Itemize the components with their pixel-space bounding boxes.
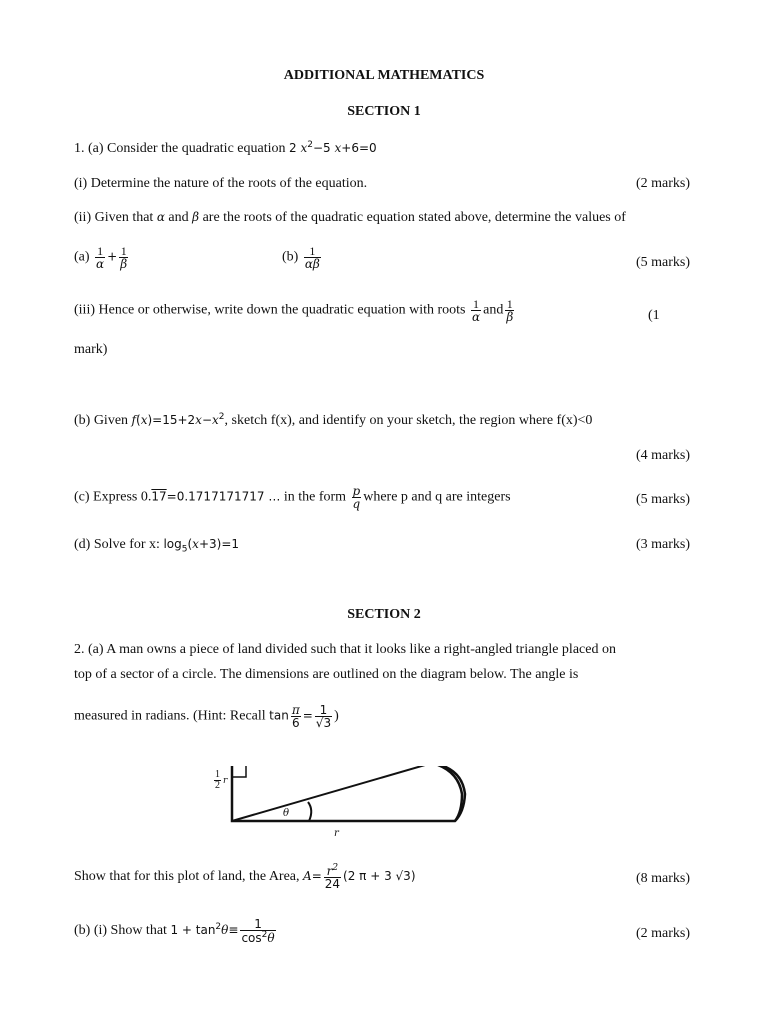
q2-line1: 2. (a) A man owns a piece of land divided such that it looks like a right-angled triangle placed on bbox=[74, 642, 616, 657]
frac-den: 6 bbox=[291, 716, 300, 730]
cos-sup: 2 bbox=[261, 930, 268, 940]
eq-var2: x bbox=[334, 141, 342, 155]
q1-i-marks: (2 marks) bbox=[635, 176, 690, 191]
frac-den: β bbox=[120, 257, 128, 271]
eq-end: +6=0 bbox=[341, 141, 377, 155]
land-diagram bbox=[208, 766, 478, 846]
lhs-sup: 2 bbox=[215, 922, 222, 933]
recurring-digits: 17 bbox=[151, 489, 167, 504]
frac-den: q bbox=[352, 497, 361, 511]
area-text: Show that for this plot of land, the Area, bbox=[74, 869, 300, 885]
frac-1-beta-iii bbox=[505, 298, 514, 323]
right-angle-mark bbox=[232, 766, 246, 777]
frac-half bbox=[214, 770, 221, 791]
frac-1-alpha-iii bbox=[471, 298, 481, 323]
frac-den: 24 bbox=[324, 877, 341, 891]
function-expression: $f(x)=15+2x-x^2$ bbox=[131, 412, 225, 427]
area-line bbox=[74, 864, 416, 890]
f-symbol: f bbox=[131, 413, 136, 427]
q1b-marks: (4 marks) bbox=[635, 448, 690, 463]
frac-den: 2 bbox=[215, 780, 220, 791]
recurring-value: =0.1717171717 … bbox=[166, 489, 281, 504]
minus-sign: − bbox=[201, 413, 213, 427]
r-side-symbol: r bbox=[223, 775, 228, 786]
frac-den: αβ bbox=[304, 257, 320, 271]
frac-pi-6 bbox=[291, 704, 301, 729]
q1a-intro: 1. (a) Consider the quadratic equation bbox=[74, 141, 286, 156]
q2-line2: top of a sector of a circle. The dimensions are outlined on the diagram below. The angle is bbox=[74, 667, 579, 682]
quadratic-equation bbox=[289, 141, 377, 155]
plus-sign: + bbox=[107, 249, 118, 264]
q1-ii-b bbox=[282, 245, 323, 270]
hint-text: measured in radians. (Hint: Recall bbox=[74, 708, 266, 724]
hypotenuse bbox=[232, 766, 432, 821]
frac-num: 1 bbox=[309, 244, 316, 258]
q1-iii-marks-b: mark) bbox=[74, 342, 108, 357]
q1-ii-marks: (5 marks) bbox=[635, 255, 690, 270]
frac-num: 1 bbox=[473, 297, 480, 311]
area-r: r bbox=[326, 864, 333, 878]
frac-den: β bbox=[506, 310, 514, 324]
frac-1-beta bbox=[119, 245, 128, 270]
log-eq: =1 bbox=[221, 537, 240, 551]
frac-1-sqrt3 bbox=[315, 704, 332, 729]
land-diagram-svg bbox=[208, 766, 478, 846]
frac-num: 1 bbox=[215, 769, 220, 780]
q1d-line bbox=[74, 537, 239, 554]
c-text3: where p and q are integers bbox=[363, 489, 511, 505]
identity-lhs bbox=[170, 923, 238, 937]
frac-1-alpha bbox=[95, 245, 105, 270]
area-paren: (2 π + 3 √3) bbox=[343, 869, 416, 884]
close-paren: ) bbox=[334, 708, 339, 724]
land-outline bbox=[232, 766, 465, 821]
frac-num: 1 bbox=[254, 917, 262, 931]
frac-num: 1 bbox=[506, 297, 513, 311]
iii-text: (iii) Hence or otherwise, write down the quadratic equation with roots bbox=[74, 302, 466, 318]
q1-ii-a bbox=[74, 245, 130, 270]
lhs-theta: θ bbox=[221, 923, 229, 938]
c-text2: in the form bbox=[283, 489, 347, 505]
frac-den: α bbox=[96, 257, 105, 271]
frac-p-q bbox=[352, 485, 362, 510]
eq-var: x bbox=[300, 141, 308, 155]
cos-word: cos bbox=[241, 931, 262, 945]
area-eq: = bbox=[311, 869, 322, 884]
section-2-heading: SECTION 2 bbox=[347, 607, 421, 622]
q2b-line bbox=[74, 918, 278, 944]
q2b-marks: (2 marks) bbox=[635, 926, 690, 941]
log-base: 5 bbox=[181, 544, 188, 555]
tan-word: tan bbox=[269, 708, 289, 723]
ii-text2: are the roots of the quadratic equation stated above, determine the values of bbox=[202, 210, 626, 225]
frac-r2-24 bbox=[324, 864, 341, 890]
angle-arc bbox=[308, 802, 311, 821]
frac-den: √3 bbox=[315, 716, 332, 730]
eq-coef: 2 bbox=[288, 141, 297, 155]
sub-b-label: (b) bbox=[282, 249, 299, 265]
frac-num: 1 bbox=[120, 244, 127, 258]
frac-num: π bbox=[291, 703, 300, 717]
and-word: and bbox=[168, 210, 189, 225]
q1-i-text: (i) Determine the nature of the roots of the equation. bbox=[74, 176, 368, 191]
eq-rest: −5 bbox=[312, 141, 331, 155]
area-marks: (8 marks) bbox=[635, 871, 690, 886]
area-sup: 2 bbox=[332, 863, 339, 873]
log-word: log bbox=[163, 537, 182, 551]
equiv-sign: ≡ bbox=[228, 923, 239, 938]
q1b-line bbox=[74, 412, 592, 429]
log-rest: +3 bbox=[198, 537, 217, 551]
q1a-line bbox=[74, 140, 377, 157]
frac-num: p bbox=[352, 484, 361, 498]
r-bottom-label: r bbox=[334, 828, 339, 839]
c-text1: (c) Express 0. bbox=[74, 489, 152, 505]
x-symbol-2: x bbox=[195, 413, 202, 427]
q1-iii-marks-a: (1 bbox=[648, 308, 660, 323]
f-eq: =15+2 bbox=[152, 413, 196, 427]
x-squared-exp: 2 bbox=[218, 412, 225, 422]
frac-den: α bbox=[472, 310, 481, 324]
cos-theta: θ bbox=[267, 931, 275, 945]
theta-label: θ bbox=[283, 808, 290, 819]
x-symbol: x bbox=[140, 413, 148, 427]
lhs-text: 1 + tan bbox=[170, 923, 216, 938]
frac-den bbox=[240, 930, 275, 944]
frac-1-alphabeta bbox=[304, 245, 321, 270]
log-expression: $\log_5(x+3)=1$ bbox=[163, 537, 240, 555]
q1c-line bbox=[74, 485, 511, 510]
q1-ii-line bbox=[74, 210, 626, 226]
frac-1-cos2 bbox=[240, 918, 275, 944]
q1d-marks: (3 marks) bbox=[635, 537, 690, 552]
q1-iii-line bbox=[74, 298, 516, 323]
b-text: (b) (i) Show that bbox=[74, 923, 167, 939]
frac-num: 1 bbox=[97, 244, 104, 258]
beta-symbol: β bbox=[192, 210, 200, 224]
q2-line3 bbox=[74, 704, 339, 729]
iii-and: and bbox=[483, 302, 504, 318]
d-text: (d) Solve for x: bbox=[74, 537, 160, 552]
ii-text1: (ii) Given that bbox=[74, 210, 154, 225]
log-x: x bbox=[192, 537, 199, 551]
x-symbol-3: x bbox=[212, 413, 219, 427]
alpha-symbol: α bbox=[156, 210, 165, 224]
page-title: ADDITIONAL MATHEMATICS bbox=[283, 68, 485, 83]
half-r-label bbox=[212, 770, 227, 791]
b-text2: , sketch f(x), and identify on your sketch, the region where f(x)<0 bbox=[224, 413, 593, 428]
sub-a-label: (a) bbox=[74, 249, 90, 265]
frac-num bbox=[324, 864, 341, 877]
q1c-marks: (5 marks) bbox=[635, 492, 690, 507]
section-1-heading: SECTION 1 bbox=[347, 104, 421, 119]
eq-exp: 2 bbox=[307, 140, 313, 150]
eq-sign: = bbox=[302, 708, 313, 723]
area-A: A bbox=[303, 869, 312, 884]
b-text1: (b) Given bbox=[74, 413, 129, 428]
frac-num: 1 bbox=[319, 703, 328, 717]
